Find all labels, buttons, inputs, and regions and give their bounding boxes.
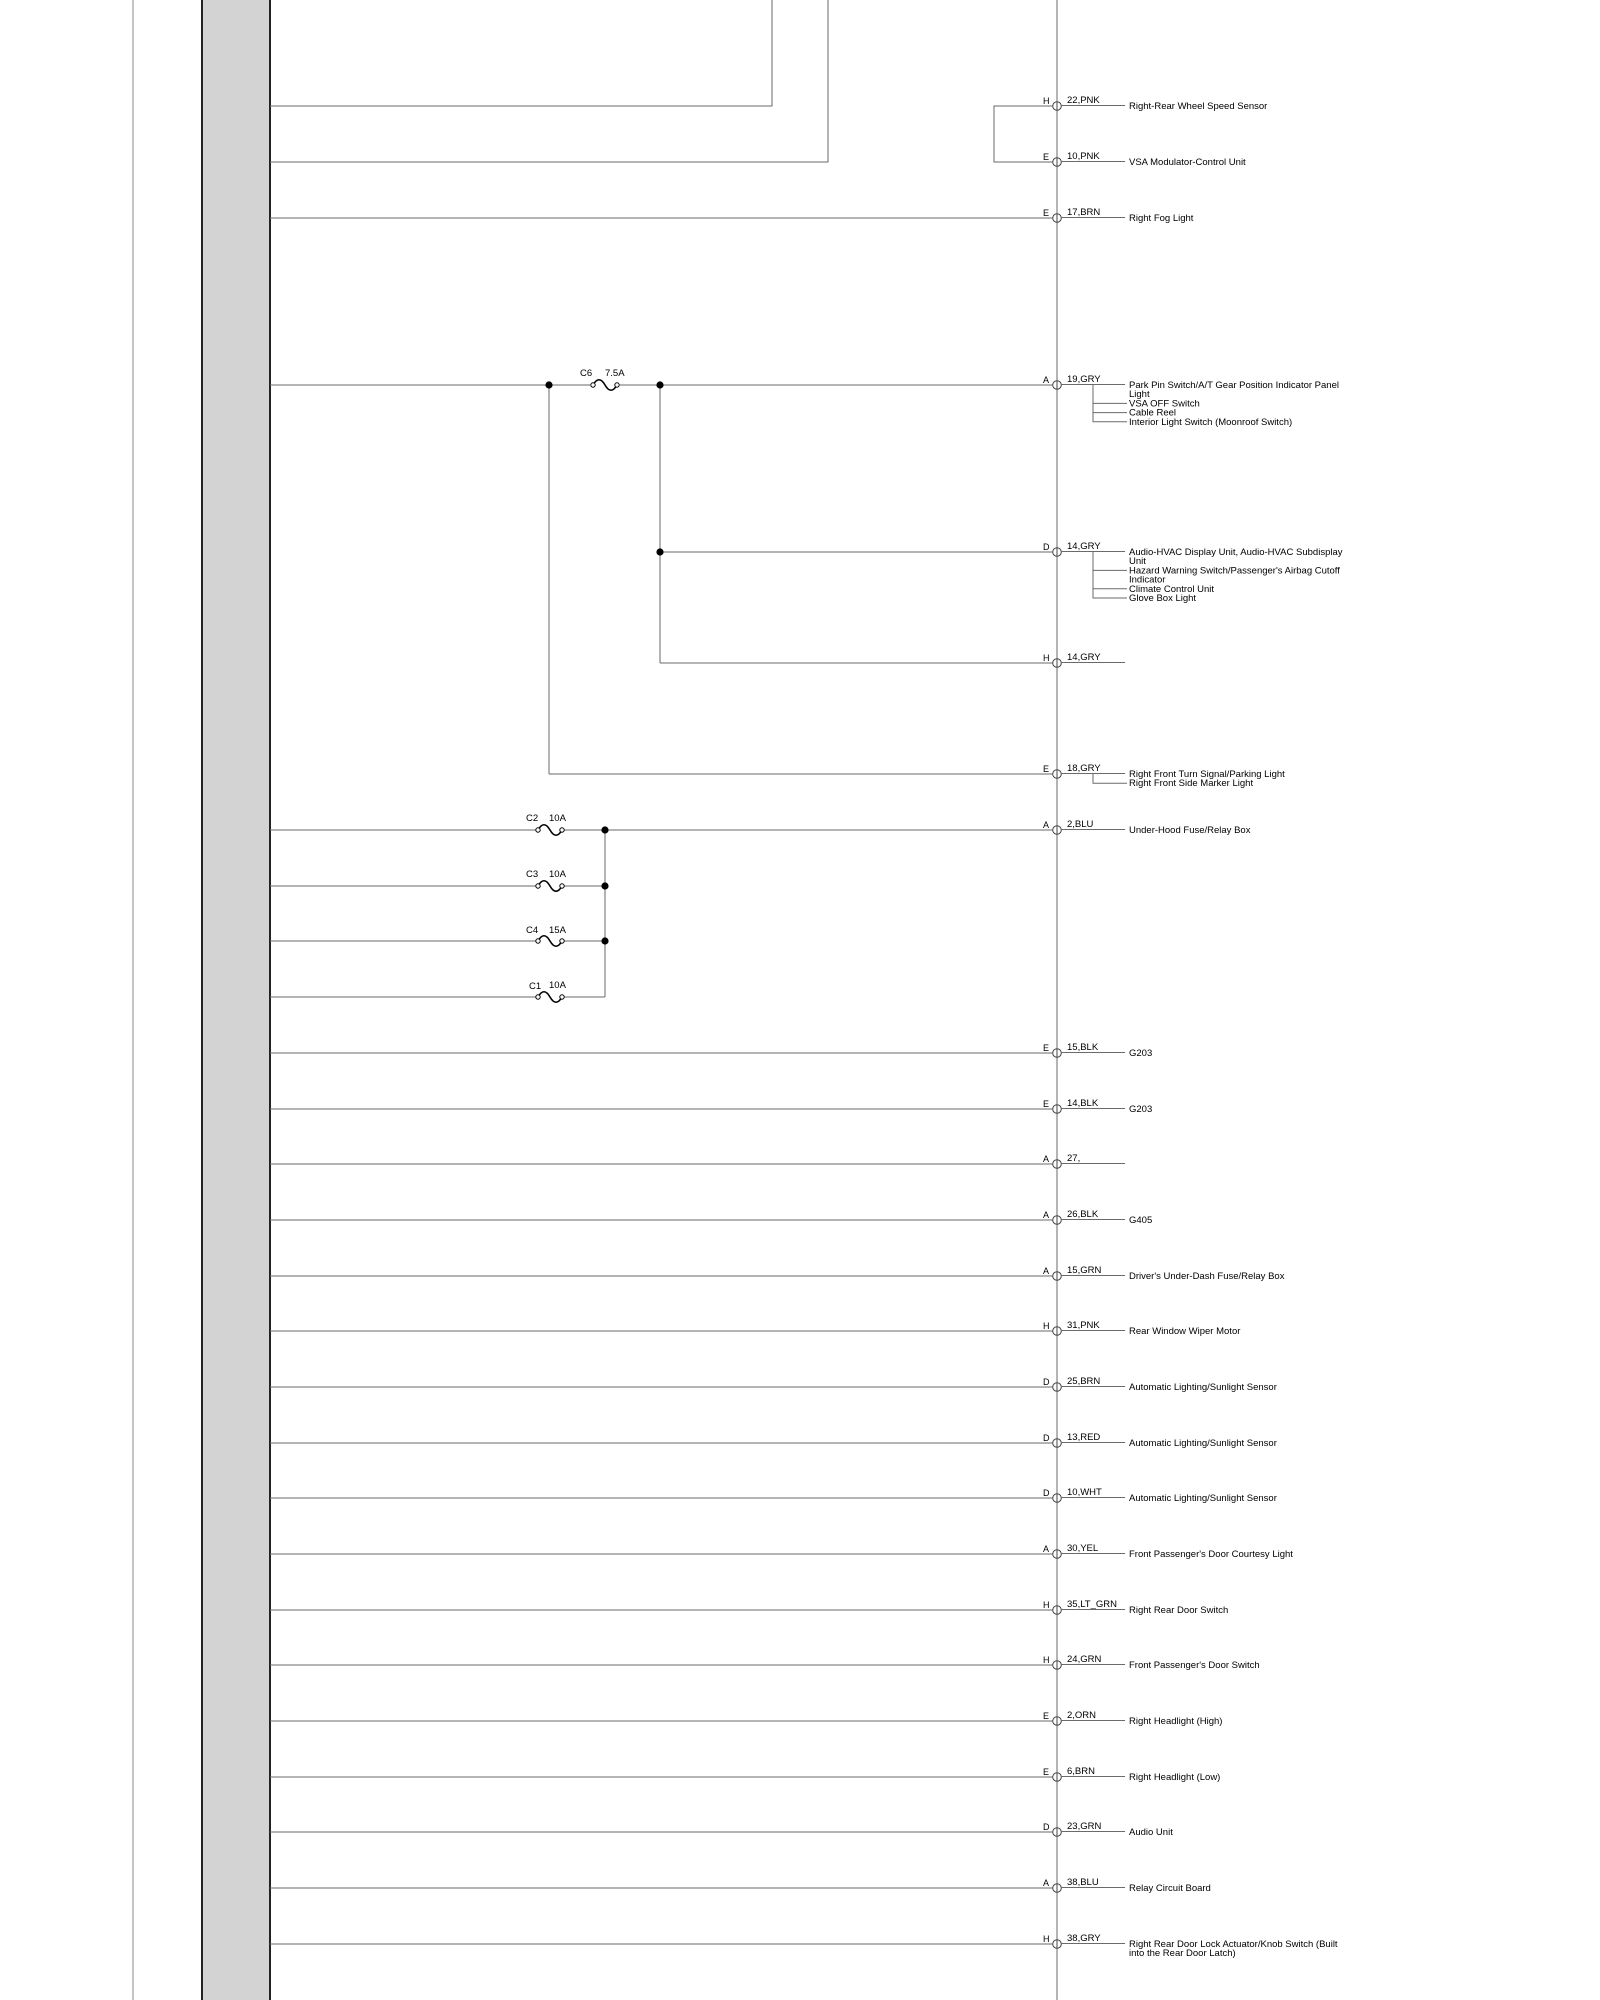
destination-label xyxy=(1129,1104,1152,1115)
terminal-row xyxy=(1043,1320,1240,1337)
terminal-row xyxy=(1043,207,1194,224)
wire-label: 2,ORN xyxy=(1067,1710,1097,1721)
destination-line: Right-Rear Wheel Speed Sensor xyxy=(1129,101,1268,112)
wire-label: 14,GRY xyxy=(1067,541,1101,552)
fuse-c1 xyxy=(529,980,567,1002)
terminal-row xyxy=(1043,1654,1260,1671)
destination-label xyxy=(1129,593,1196,604)
destination-branch-line xyxy=(1093,385,1127,404)
connector-letter: H xyxy=(1043,1934,1050,1944)
destination-line: G405 xyxy=(1129,1215,1153,1226)
wire-label: 2,BLU xyxy=(1067,819,1094,830)
destination-line: Driver's Under-Dash Fuse/Relay Box xyxy=(1129,1271,1285,1282)
destination-line: Right Front Turn Signal/Parking Light xyxy=(1129,769,1285,780)
destination-branch-line xyxy=(1093,552,1127,599)
wire-label: 26,BLK xyxy=(1067,1209,1099,1220)
wire-label: 18,GRY xyxy=(1067,763,1101,774)
wire-label: 30,YEL xyxy=(1067,1543,1099,1554)
connector-letter: E xyxy=(1043,1043,1050,1053)
wire-label: 23,GRN xyxy=(1067,1821,1102,1832)
destination-label xyxy=(1129,157,1246,168)
connector-letter: A xyxy=(1043,820,1050,830)
destination-label xyxy=(1129,1493,1277,1504)
terminal-row xyxy=(1043,1933,1338,1959)
fuse-rating: 15A xyxy=(549,925,566,936)
connector-letter: H xyxy=(1043,96,1050,106)
fuse-name: C1 xyxy=(529,981,542,992)
wire-label: 22,PNK xyxy=(1067,95,1100,106)
destination-line: Front Passenger's Door Courtesy Light xyxy=(1129,1549,1293,1560)
connector-letter: A xyxy=(1043,1266,1050,1276)
connector-letter: E xyxy=(1043,764,1050,774)
destination-line: Right Rear Door Lock Actuator/Knob Switch (Built xyxy=(1129,1939,1338,1950)
terminal-row xyxy=(1043,1376,1277,1393)
fuse-name: C6 xyxy=(580,368,593,379)
connector-letter: A xyxy=(1043,1154,1050,1164)
destination-branch-line xyxy=(1093,385,1127,413)
destination-line: Indicator xyxy=(1129,574,1166,586)
wire-label: 10,PNK xyxy=(1067,151,1100,162)
destination-line: G203 xyxy=(1129,1104,1153,1115)
terminal-row xyxy=(1043,1209,1152,1226)
fuse-terminal xyxy=(615,383,619,387)
terminal-row xyxy=(1043,1432,1277,1449)
wire-label: 35,LT_GRN xyxy=(1067,1599,1117,1610)
destination-line: Right Rear Door Switch xyxy=(1129,1605,1229,1616)
destination-label xyxy=(1129,1048,1152,1059)
wire-label: 14,GRY xyxy=(1067,652,1101,663)
destination-line: into the Rear Door Latch) xyxy=(1129,1948,1236,1960)
destination-line: Audio-HVAC Display Unit, Audio-HVAC Subdisplay xyxy=(1129,547,1343,558)
splice-dot xyxy=(656,548,663,555)
fuse-symbol xyxy=(538,936,562,947)
connector-letter: E xyxy=(1043,152,1050,162)
splice-dot xyxy=(545,381,552,388)
fuse-symbol xyxy=(538,992,562,1003)
destination-line: Automatic Lighting/Sunlight Sensor xyxy=(1129,1493,1277,1504)
destination-branch-line xyxy=(1093,774,1127,784)
connector-letter: D xyxy=(1043,1822,1050,1832)
terminal-row xyxy=(1043,1543,1293,1560)
destination-label xyxy=(1129,1939,1338,1959)
diagram-frame xyxy=(133,0,1057,2000)
destination-label xyxy=(1129,825,1251,836)
connector-letter: E xyxy=(1043,1099,1050,1109)
wire-label: 31,PNK xyxy=(1067,1320,1100,1331)
destination-line: Climate Control Unit xyxy=(1129,583,1214,595)
terminal-row xyxy=(1043,1599,1228,1616)
terminal-list xyxy=(1043,95,1343,1959)
fuse-terminal xyxy=(536,939,540,943)
fuse-name: C4 xyxy=(526,925,539,936)
fuse-rating: 10A xyxy=(549,869,566,880)
terminal-row xyxy=(1043,1821,1173,1838)
destination-label xyxy=(1129,1215,1152,1226)
fuse-c4 xyxy=(526,925,567,946)
fuse-symbol xyxy=(538,825,562,836)
terminal-row xyxy=(1043,819,1251,836)
wire-label: 10,WHT xyxy=(1067,1487,1102,1498)
connector-letter: E xyxy=(1043,1711,1050,1721)
connector-letter: D xyxy=(1043,542,1050,552)
terminal-row xyxy=(1043,1098,1152,1115)
terminal-row xyxy=(1043,1042,1152,1059)
fuse-terminal xyxy=(560,828,564,832)
fuse-name: C2 xyxy=(526,813,539,824)
destination-line: Automatic Lighting/Sunlight Sensor xyxy=(1129,1438,1277,1449)
destination-line: Audio Unit xyxy=(1129,1827,1173,1838)
connector-letter: A xyxy=(1043,1210,1050,1220)
wire-label: 13,RED xyxy=(1067,1432,1101,1443)
destination-line: Right Headlight (High) xyxy=(1129,1716,1223,1727)
destination-line: VSA OFF Switch xyxy=(1129,398,1200,410)
wire-label: 14,BLK xyxy=(1067,1098,1099,1109)
destination-label xyxy=(1129,1271,1285,1282)
connector-letter: H xyxy=(1043,1655,1050,1665)
fuse-name: C3 xyxy=(526,869,539,880)
fuse-terminal xyxy=(536,995,540,999)
terminal-row xyxy=(1043,541,1343,604)
destination-label xyxy=(1129,1605,1228,1616)
fuse-terminal xyxy=(536,884,540,888)
connector-letter: A xyxy=(1043,1544,1050,1554)
fuse-terminal xyxy=(591,383,595,387)
destination-label xyxy=(1129,1883,1211,1894)
destination-line: Light xyxy=(1129,389,1150,401)
destination-label xyxy=(1129,417,1292,428)
connector-letter: E xyxy=(1043,1767,1050,1777)
wire-loop-upper-2 xyxy=(270,0,828,162)
wire-loop-upper-1 xyxy=(270,0,772,106)
destination-line: Glove Box Light xyxy=(1129,593,1197,604)
destination-line: Interior Light Switch (Moonroof Switch) xyxy=(1129,416,1293,428)
splice-dot xyxy=(656,381,663,388)
destination-line: Right Fog Light xyxy=(1129,213,1194,224)
wire-label: 25,BRN xyxy=(1067,1376,1101,1387)
destination-line: G203 xyxy=(1129,1048,1153,1059)
connector-letter: H xyxy=(1043,1600,1050,1610)
wire-label: 19,GRY xyxy=(1067,374,1101,385)
destination-label xyxy=(1129,101,1267,112)
terminal-row xyxy=(1043,151,1246,168)
destination-branch-line xyxy=(1093,552,1127,571)
terminal-row xyxy=(1043,1265,1285,1282)
fuse-rating: 10A xyxy=(549,813,566,824)
destination-line: Right Headlight (Low) xyxy=(1129,1772,1221,1783)
terminal-row xyxy=(1043,1877,1211,1894)
fuse-symbol xyxy=(593,380,617,391)
terminal-row xyxy=(1043,374,1339,428)
fuse-terminal xyxy=(560,884,564,888)
splice-dot xyxy=(601,937,608,944)
splice-dot xyxy=(601,882,608,889)
fuse-terminal xyxy=(536,828,540,832)
wire-label: 38,BLU xyxy=(1067,1877,1099,1888)
fuse-terminal xyxy=(560,939,564,943)
fuse-rating: 10A xyxy=(549,980,566,991)
connector-letter: A xyxy=(1043,1878,1050,1888)
destination-line: Front Passenger's Door Switch xyxy=(1129,1660,1260,1671)
destination-label xyxy=(1129,565,1340,585)
destination-line: Rear Window Wiper Motor xyxy=(1129,1326,1241,1337)
fuse-c6 xyxy=(580,368,625,390)
fuse-symbol xyxy=(538,881,562,892)
destination-label xyxy=(1129,1326,1240,1337)
destination-line: Right Front Side Marker Light xyxy=(1129,778,1254,790)
connector-letter: H xyxy=(1043,653,1050,663)
terminal-row xyxy=(1043,1153,1125,1168)
wire-label: 17,BRN xyxy=(1067,207,1101,218)
fuse-c2 xyxy=(526,813,567,835)
terminal-row xyxy=(1043,763,1285,789)
destination-label xyxy=(1129,1382,1277,1393)
connector-letter: A xyxy=(1043,375,1050,385)
destination-label xyxy=(1129,213,1194,224)
destination-label xyxy=(1129,1438,1277,1449)
terminal-row xyxy=(1043,1710,1222,1727)
destination-label xyxy=(1129,1772,1220,1783)
terminal-row xyxy=(1043,1487,1277,1504)
terminal-row xyxy=(1043,95,1267,112)
splice-dot xyxy=(601,826,608,833)
connector-letter: D xyxy=(1043,1488,1050,1498)
destination-line: Park Pin Switch/A/T Gear Position Indicator Panel xyxy=(1129,380,1339,391)
wire-routing xyxy=(270,0,1053,1944)
terminal-row xyxy=(1043,652,1125,667)
power-bus-bar xyxy=(202,0,270,2000)
destination-label xyxy=(1129,380,1339,400)
destination-line: Cable Reel xyxy=(1129,407,1176,419)
connector-letter: H xyxy=(1043,1321,1050,1331)
wire-label: 6,BRN xyxy=(1067,1766,1095,1777)
wire-label: 38,GRY xyxy=(1067,1933,1101,1944)
terminal-row xyxy=(1043,1766,1220,1783)
destination-line: VSA Modulator-Control Unit xyxy=(1129,157,1246,168)
destination-label xyxy=(1129,778,1253,789)
wire-label: 15,GRN xyxy=(1067,1265,1102,1276)
fuse-terminal xyxy=(560,995,564,999)
destination-line: Automatic Lighting/Sunlight Sensor xyxy=(1129,1382,1277,1393)
connector-letter: E xyxy=(1043,208,1050,218)
destination-label xyxy=(1129,547,1343,567)
wire-label: 27, xyxy=(1067,1153,1081,1164)
wire-label: 24,GRN xyxy=(1067,1654,1102,1665)
destination-label xyxy=(1129,1549,1293,1560)
fuse-rating: 7.5A xyxy=(605,368,625,379)
wire-label: 15,BLK xyxy=(1067,1042,1099,1053)
destination-line: Unit xyxy=(1129,556,1146,568)
destination-line: Under-Hood Fuse/Relay Box xyxy=(1129,825,1251,836)
destination-label xyxy=(1129,1827,1173,1838)
connector-letter: D xyxy=(1043,1433,1050,1443)
destination-line: Hazard Warning Switch/Passenger's Airbag Cutoff xyxy=(1129,565,1340,577)
connector-letter: D xyxy=(1043,1377,1050,1387)
destination-label xyxy=(1129,1716,1222,1727)
destination-label xyxy=(1129,1660,1260,1671)
fuse-c3 xyxy=(526,869,567,891)
destination-line: Relay Circuit Board xyxy=(1129,1883,1211,1894)
